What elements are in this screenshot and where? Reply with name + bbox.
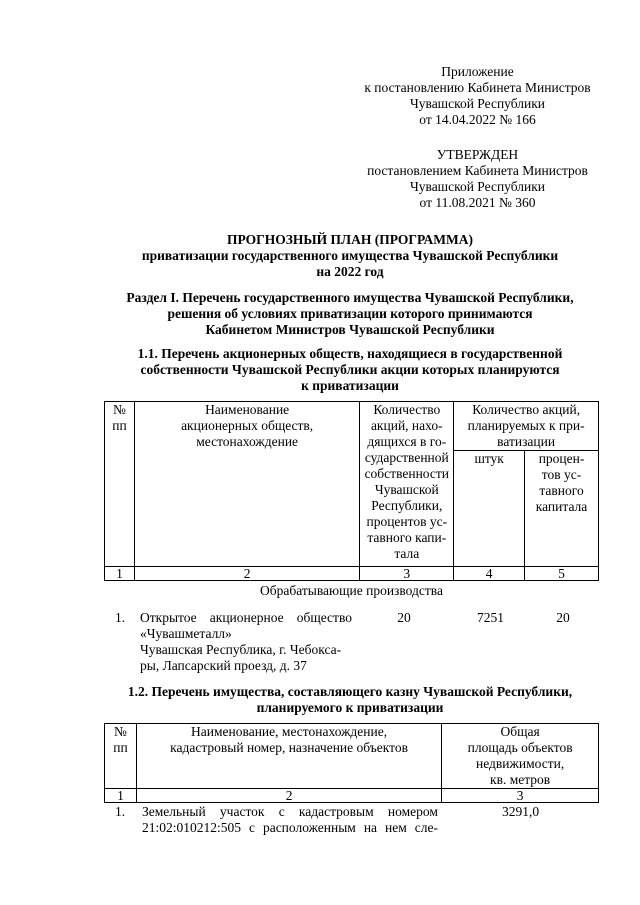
approved-block xyxy=(355,147,600,211)
t2-header-name: Наименование, местонахождение, кадастровый номер, назначение объектов xyxy=(136,724,441,789)
t1-header-pieces: штук xyxy=(454,451,525,567)
t1-header-qty: Количество акций, нахо- дящихся в го- сударственной собственности Чувашской Республики, процентов ус- тавного капи- тала xyxy=(360,402,454,567)
section-1-line-2: решения об условиях приватизации которого принимаются xyxy=(167,306,533,321)
t1-header-name: Наименование акционерных обществ, местонахождение xyxy=(134,402,359,567)
t2-header-area: Общая площадь объектов недвижимости, кв. метров xyxy=(442,724,599,789)
appendix-line-1: Приложение xyxy=(441,64,514,79)
approved-line-2: постановлением Кабинета Министров xyxy=(367,163,588,178)
t2-index-row: 1 2 3 xyxy=(105,789,599,803)
sub12-line-1: 1.2. Перечень имущества, составляющего казну Чувашской Республики, xyxy=(127,684,573,699)
t1-row-pieces: 7251 xyxy=(477,610,504,625)
appendix-block xyxy=(355,64,600,128)
t2-row-num: 1. xyxy=(114,804,126,819)
t1-row-name: Открытое акционерное общество «Чувашметалл» Чувашская Республика, г. Чебокса- ры, Лапсарский проезд, д. 37 xyxy=(140,610,352,673)
t2-header-num: № пп xyxy=(105,724,137,789)
subsection-1-1-heading xyxy=(60,346,640,394)
sub12-line-2: планируемого к приватизации xyxy=(256,700,444,715)
table-2-body xyxy=(104,804,599,836)
sub11-line-2: собственности Чувашской Республики акции которых планируются xyxy=(140,362,560,377)
t1-row-percent: 20 xyxy=(556,610,570,625)
approved-line-3: Чувашской Республики xyxy=(409,179,546,194)
t1-row-qty: 20 xyxy=(397,610,411,625)
appendix-line-3: Чувашской Республики xyxy=(409,96,546,111)
sub11-line-1: 1.1. Перечень акционерных обществ, находящиеся в государственной xyxy=(137,346,563,361)
t1-header-planned: Количество акций, планируемых к при- ватизации xyxy=(454,402,599,451)
t2-row-area: 3291,0 xyxy=(501,804,540,819)
t1-header-percent: процен- тов ус- тавного капитала xyxy=(525,451,599,567)
table-1-header xyxy=(104,401,599,581)
category-label: Обрабатывающие производства xyxy=(260,583,443,598)
sub11-line-3: к приватизации xyxy=(301,378,399,393)
title-line-3: на 2022 год xyxy=(316,264,384,279)
t1-row-num: 1. xyxy=(114,610,126,625)
table-2-header xyxy=(104,723,599,803)
t2-row-text: Земельный участок с кадастровым номером 21:02:010212:505 с расположенным на нем сле- xyxy=(142,804,438,835)
section-1-heading xyxy=(60,290,640,338)
title-line-2: приватизации государственного имущества Чувашской Республики xyxy=(141,248,559,263)
t1-header-num: № пп xyxy=(105,402,135,567)
appendix-line-2: к постановлению Кабинета Министров xyxy=(364,80,591,95)
document-title xyxy=(60,232,640,280)
table-1-body xyxy=(104,610,599,674)
subsection-1-2-heading xyxy=(60,684,640,716)
table-row xyxy=(104,804,599,836)
section-1-line-3: Кабинетом Министров Чувашской Республики xyxy=(205,322,495,337)
t1-index-row: 1 2 3 4 5 xyxy=(105,567,599,581)
approved-line-4: от 11.08.2021 № 360 xyxy=(419,195,536,210)
approved-line-1: УТВЕРЖДЕН xyxy=(436,147,519,162)
title-line-1: ПРОГНОЗНЫЙ ПЛАН (ПРОГРАММА) xyxy=(227,232,473,247)
appendix-line-4: от 14.04.2022 № 166 xyxy=(419,112,536,127)
table-row xyxy=(104,610,599,674)
section-1-line-1: Раздел I. Перечень государственного имущества Чувашской Республики, xyxy=(126,290,574,305)
